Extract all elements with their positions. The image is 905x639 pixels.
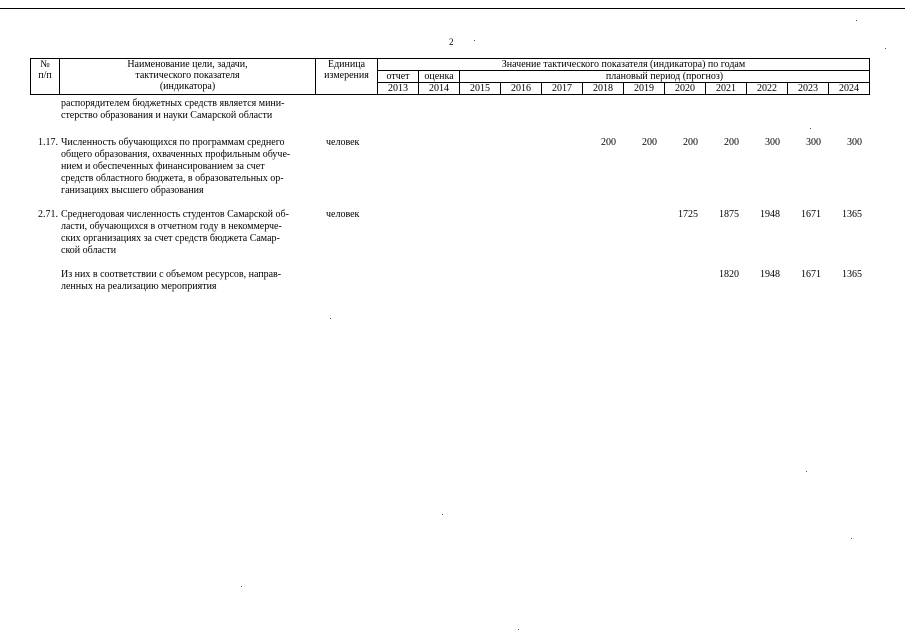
row-value: 300 (806, 137, 821, 148)
row-name-line: Численность обучающихся по программам среднего (61, 137, 285, 148)
row-value: 1725 (678, 209, 698, 220)
header-name-line1: Наименование цели, задачи, (127, 59, 248, 70)
row-value: 1948 (760, 269, 780, 280)
header-plan-period: плановый период (прогноз) (460, 71, 870, 83)
header-year: 2017 (542, 83, 583, 95)
scan-speck (806, 471, 807, 472)
row-unit: человек (326, 209, 360, 220)
row-name-line: стерство образования и науки Самарской области (61, 110, 273, 121)
header-year: 2016 (501, 83, 542, 95)
header-estimate: оценка (419, 71, 460, 83)
scan-speck (474, 40, 475, 41)
header-unit-line1: Единица (327, 59, 366, 70)
scan-speck (810, 128, 811, 129)
header-year: 2019 (624, 83, 665, 95)
row-value: 1820 (719, 269, 739, 280)
header-year: 2020 (665, 83, 706, 95)
row-name-line: ганизациях высшего образования (61, 185, 204, 196)
row-name-line: Из них в соответствии с объемом ресурсов, направ- (61, 269, 282, 280)
row-name (61, 98, 313, 122)
row-value: 1875 (719, 209, 739, 220)
row-number: 2.71. (38, 209, 58, 220)
header-year: 2024 (829, 83, 870, 95)
header-year: 2022 (747, 83, 788, 95)
indicator-table-header (30, 58, 870, 95)
scan-speck (856, 20, 857, 21)
row-value: 1948 (760, 209, 780, 220)
row-name (61, 209, 313, 257)
row-name-line: распорядителем бюджетных средств является мини- (61, 98, 285, 109)
row-number: 1.17. (38, 137, 58, 148)
header-number: № п/п (31, 59, 60, 95)
row-name (61, 269, 313, 293)
row-value: 1365 (842, 269, 862, 280)
scan-speck (330, 318, 331, 319)
header-year: 2014 (419, 83, 460, 95)
row-value: 200 (683, 137, 698, 148)
row-name-line: ласти, обучающихся в отчетном году в некоммерче- (61, 221, 282, 232)
scan-speck (518, 629, 519, 630)
row-name-line: ленных на реализацию мероприятия (61, 281, 217, 292)
row-value: 1671 (801, 209, 821, 220)
row-value: 200 (642, 137, 657, 148)
header-year: 2015 (460, 83, 501, 95)
header-name (60, 59, 316, 95)
header-year: 2018 (583, 83, 624, 95)
page-number: 2 (449, 37, 454, 47)
row-value: 200 (724, 137, 739, 148)
row-unit: человек (326, 137, 360, 148)
scan-speck (241, 586, 242, 587)
row-name (61, 137, 313, 197)
header-name-line3: (индикатора) (159, 81, 216, 92)
header-name-line2: тактического показателя (135, 70, 240, 81)
scan-speck (851, 538, 852, 539)
row-name-line: ской области (61, 245, 117, 256)
row-name-line: нием и обеспеченных финансированием за счет (61, 161, 265, 172)
row-value: 300 (847, 137, 862, 148)
top-rule (0, 8, 905, 9)
row-name-line: ских организациях за счет средств бюджета Самар- (61, 233, 280, 244)
scan-speck (885, 48, 886, 49)
row-value: 300 (765, 137, 780, 148)
row-name-line: Среднегодовая численность студентов Самарской об- (61, 209, 289, 220)
header-unit (316, 59, 378, 95)
header-year: 2021 (706, 83, 747, 95)
scan-speck (442, 514, 443, 515)
header-year: 2023 (788, 83, 829, 95)
header-group-title: Значение тактического показателя (индикатора) по годам (378, 59, 870, 71)
row-value: 1365 (842, 209, 862, 220)
header-report: отчет (378, 71, 419, 83)
row-value: 1671 (801, 269, 821, 280)
row-name-line: средств областного бюджета, в образовательных ор- (61, 173, 284, 184)
row-name-line: общего образования, охваченных профильным обуче- (61, 149, 291, 160)
header-year: 2013 (378, 83, 419, 95)
header-unit-line2: измерения (324, 70, 369, 81)
row-value: 200 (601, 137, 616, 148)
